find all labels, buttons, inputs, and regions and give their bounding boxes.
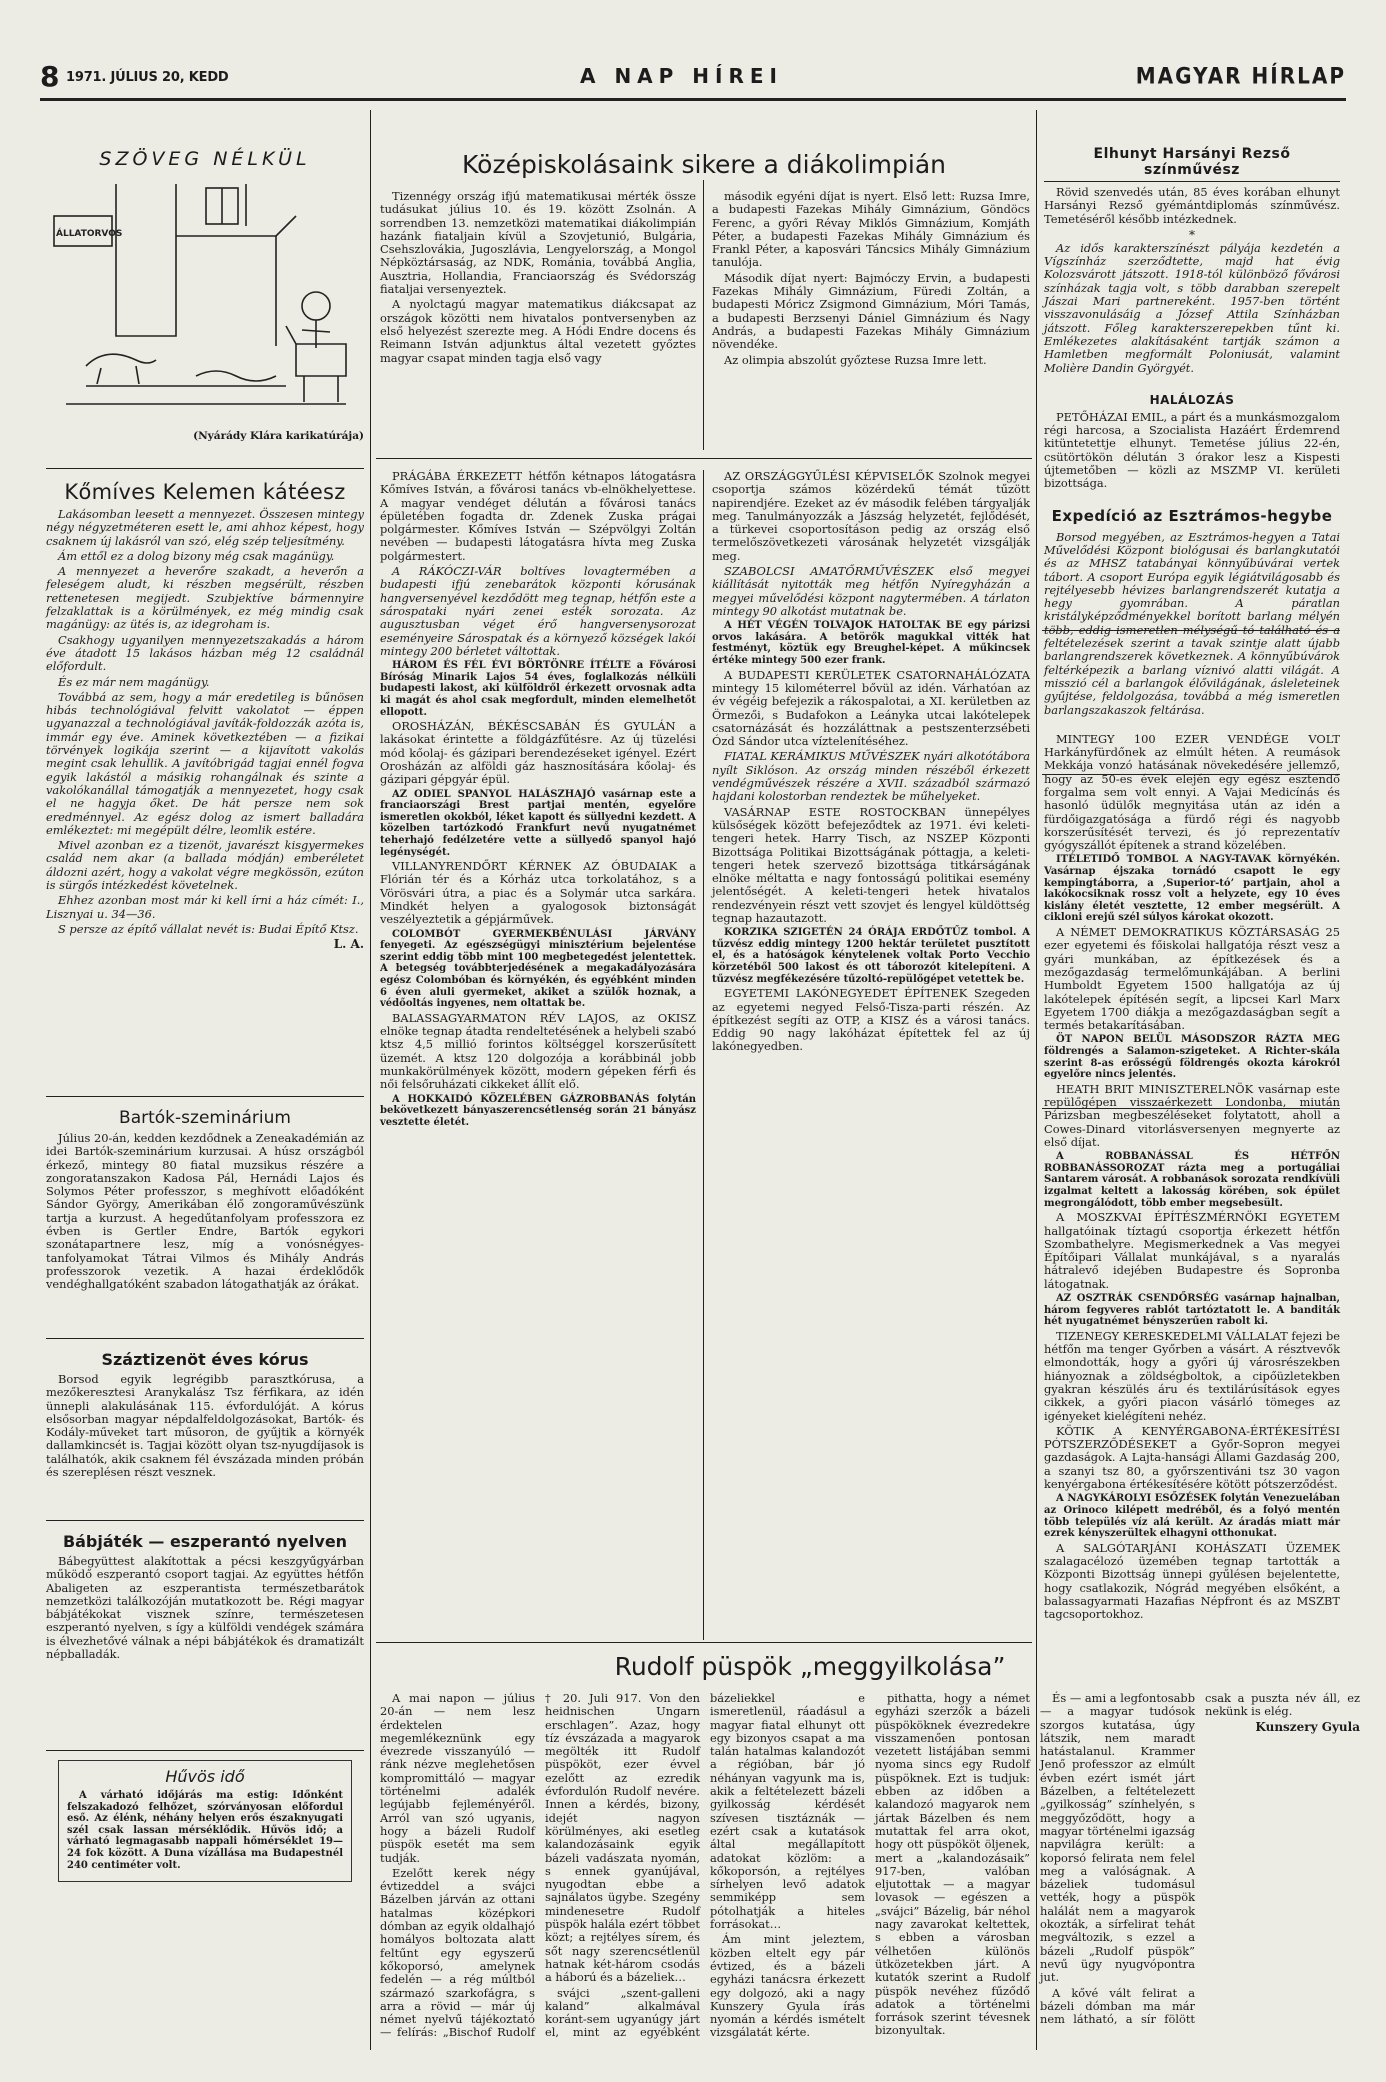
right-news-item: KÖTIK A KENYÉRGABONA-ÉRTÉKESÍTÉSI PÓTSZERZŐDÉSEKET a Győr-Sopron megyei gazdaságok. A Lajta-hansági Állami Gazdaság 200, a szanyi tsz 80, a győrszentiváni tsz 30 vagon kenyérgabona értékesítésére kötött pótszerződést. (1044, 1423, 1340, 1492)
diakolimpia-col2 (712, 190, 1030, 369)
news-item: VILLANYRENDŐRT KÉRNEK AZ ÓBUDAIAK a Flórián tér és a Kórház utca torkolatához, s a Vörösvári útra, a piac és a Solymár utca sarkára. Mindkét helyen a gyalogosok biztonságát veszélyeztetik a gépjárművek. (380, 859, 696, 927)
masthead-rule (40, 98, 1346, 101)
rudolf-top-rule (376, 1642, 1032, 1643)
news-item: PRÁGÁBA ÉRKEZETT hétfőn kétnapos látogatásra Kőmíves István, a fővárosi tanács vb-elnökhelyettese. A magyar vendéget délután a fővárosi tanács épületében fogadta dr. Zdenek Zuska prágai polgármester. Kőmíves István — Szépvölgyi Zoltán nevében — budapesti látogatásra hívta meg Zuska polgármestert. (380, 469, 696, 563)
babjatek-title: Bábjáték — eszperantó nyelven (62, 1532, 348, 1551)
kemives-paragraph: A mennyezet a heverőre szakadt, a heverőn a feleségem aludt, ki részben megsérült, részben rettenetesen megijedt. Szubjektíve bármennyire felzaklattak is a körülmények, ez még mindig csak magánügy: az ütés is, az idegroham is. (46, 564, 364, 632)
news-item: A BUDAPESTI KERÜLETEK CSATORNAHÁLÓZATA mintegy 15 kilométerrel bővül az idén. Várhatóan az év végéig befejezik a rákospalotai, a XI. kerületben az Örmezői, s Budafokon a Leányka utcai lakótelepek csatornázását és hozzáláttnak a pestszenterzsébeti Ózd Sándor utca víztelenítéséhez. (712, 667, 1030, 749)
news-item: BALASSAGYARMATON RÉV LAJOS, az OKISZ elnöke tegnap átadta rendeltetésének a helybeli szabó ktsz 4,5 millió forintos költséggel korszerűsített üzemét. A ktsz 120 dolgozója a korábbinál jobb munkakörülmények között, modern gépeken férfi és női felsőruházati cikkeket állít elő. (380, 1010, 696, 1092)
expedicio-title: Expedíció az Esztrámos-hegybe (1051, 506, 1333, 525)
rudolf-article (380, 1691, 1360, 2050)
news-item: KORZIKA SZIGETÉN 24 ÓRÁJA ERDŐTŰZ tombol. A tűzvész eddig mintegy 1200 hektár területet pusztított el, és a hatóságok kénytelenek voltak Porto Vecchio körzetéből 500 lakost és ott táborozót kitelepíteni. A tűzvész megfékezésére tűzoltó-repülőgépet vetettek be. (712, 927, 1030, 985)
rudolf-paragraph: A mai napon — július 20-án — nem lesz érdektelen megemlékeznünk egy évezrede visszanyúló — ránk nézve meglehetősen kompromittáló — magyar történelmi adalék legújabb fejleményéről. Arról van szó ugyanis, hogy a bázeli Rudolf püspök esetét ma sem tudják. (380, 1691, 535, 1865)
left-rule-3 (46, 1520, 364, 1521)
rudolf-signature: Kunszery Gyula (1255, 1719, 1360, 1734)
masthead-paper-name: MAGYAR HÍRLAP (1135, 62, 1346, 90)
news-column-1 (380, 470, 696, 1635)
diakolimpia-col1 (380, 190, 696, 367)
rudolf-paragraph: A kővé vált felirat a bázeli dómban ma már nem látható, a sír fölött csak a puszta név áll, ez nekünk is elég. (1040, 1691, 1360, 2027)
diakolimpia-title: Középiskolásaink sikere a diákolimpián (462, 150, 946, 179)
bartok-paragraph: Július 20-án, kedden kezdődnek a Zeneakadémián az idei Bartók-szeminárium kurzusai. A húsz országból érkező, mintegy 80 fiatal muzsikus részére a zongoratanszakon Kadosa Pál, Hernádi Lajos és Solymos Péter professzor, s meghívott előadóként Sándor György, Amerikában élő zongoraművészünk tartja a kurzust. A hegedűtanfolyam professzora ez évben is Gertler Endre, Bartók egykori szonátapartnere lesz, míg a vonósnégyes-tanfolyamokat Tátrai Vilmos és Mihály András professzorok vezetik. A hazai érdeklődők vendéghallgatóként szabadon látogathatják az órákat. (46, 1131, 364, 1292)
column-rule-4 (703, 470, 704, 1640)
right-news-item: ÖT NAPON BELÜL MÁSODSZOR RÁZTA MEG földrengés a Salamon-szigeteket. A Richter-skála szerint 8-as erősségű földrengés okozta károkról egyelőre nincs jelentés. (1044, 1034, 1340, 1081)
right-column (1044, 146, 1340, 2050)
kemives-paragraph: Mivel azonban ez a tizenöt, javarészt kisgyermekes család nem akar (a ballada módján) emberéletet áldozni azért, hogy a vakolat végre megkössön, ezúton is sürgős intézkedést követelnek. (46, 838, 364, 893)
kemives-signature: L. A. (333, 937, 364, 952)
left-rule-cartoon (46, 468, 364, 469)
right-news-item: MINTEGY 100 EZER VENDÉGE VOLT Harkányfürdőnek az elmúlt héten. A reumások Mekkája vonzó hatásának növekedésére jellemző, hogy az 50-es évek elején egy egész esztendő forgalma sem volt ennyi. A Vajai Medicínás és hasonló üdülők megnyitása után az idén a fürdőigazgatósága a fürdő régi és nagyobb korszerűsítését tervezi, és jó reprezentatív gyógyszállót építenek a strand közelében. (1044, 731, 1340, 853)
kemives-paragraph: S persze az építő vállalat nevét is: Budai Építő Ktsz. (58, 921, 359, 936)
weather-box (58, 1760, 352, 1882)
cartoon-caption: (Nyárády Klára karikatúrája) (193, 430, 364, 442)
kemives-paragraph: És ez már nem magánügy. (58, 674, 210, 689)
masthead-date: 1971. JÚLIUS 20, KEDD (66, 70, 229, 85)
weather-title: Hűvös idő (165, 1767, 245, 1786)
column-rule-3 (703, 180, 704, 450)
weather-text: A várható időjárás ma estig: Időnként felszakadozó felhőzet, szórványosan előfordul eső. Az élénk, néhány helyen erős északnyugati szél csak lassan mérséklődik. Hűvös idő; a várható legmagasabb nappali hőmérséklet 19—24 fok között. A Duna vízállása ma Budapestnél 240 centiméter volt. (67, 1790, 343, 1871)
right-news-item: A ROBBANÁSSAL ÉS HÉTFŐN ROBBANÁSSOROZAT rázta meg a portugáliai Santarem városát. A robbanások sorozata rendkívüli izgalmat keltett a lakosság körében, sok épület megrongálódott, több ember megsebesült. (1044, 1151, 1340, 1209)
left-rule-4 (46, 1750, 364, 1751)
diakolimpia-paragraph: A nyolctagú magyar matematikus diákcsapat az országok közötti nem hivatalos pontversenyben az első helyezést szerezte meg. A Hódi Endre docens és Reimann István adjunktus által vezetett győztes magyar csapat minden tagja első vagy (380, 297, 696, 365)
column-rule-1 (370, 110, 371, 2050)
rudolf-paragraph: svájci „szent-galleni kaland” alkalmával koránt-sem ugyanúgy járt el, mint az egyébként bázeliekkel e ismeretlenül, ráadásul a magyar fiatal elhunyt ott egy bizonyos csapat a ma talán hatalmas kalandozót a régióban, bár jó néhányan vagyunk ma is, akik a feltételezett bázeli gyilkosság kérdését szívesen tisztáznák — ezért csak a kutatások által megállapított adatokat közlöm: a kőkoporsón, a rejtélyes sírhelyen levő adatok semmiképp sem pótolhatják a hiteles forrásokat… (545, 1691, 865, 2040)
harsanyi-italic: Az idős karakterszínészt pályája kezdetén a Vígszínház szerződtette, majd hat évig Kolozsvárott játszott. 1918-tól különböző fővárosi színházak tagja volt, s több darabban szerepelt Jászai Mari partnereként. 1957-ben történt visszavonulásáig a József Attila Színházban játszott. Főleg karakterszerepekben tűnt ki. Emlékezetes alakításaként tartják számon a Hamletben megformált Poloniusát, valamint Molière Dandin Györgyét. (1044, 240, 1340, 375)
szazt-title: Száztizenöt éves kórus (101, 1350, 309, 1369)
page-number: 8 (40, 60, 60, 93)
rudolf-paragraph: Ezelőtt kerek négy évtizeddel a svájci Bázelben járván az ottani hatalmas középkori dómban az egyik oldalhajó homályos boltozata alatt feltűnt egy egyszerű kőkoporsó, amelynek fedelén — a rég múltból származó szarkofágra, s arra a rövid — már új német nyelvű tájékoztató — felírás: „Bischof Rudolf † 20. Juli 917. Von den heidnischen Ungarn erschlagen”. Azaz, hogy tíz évszázada a magyarok megölték itt Rudolf püspököt, ezer évvel ezelőtt az ezredik évfordulón Rudolf nevére. Innen a kérdés, bizony, idejét nagyon körülményes, aki esetleg kalandozásaink egyik bázeli vadászata nyomán, s ennek gyanújával, nyugodtan ebbe a sajnálatos ügybe. Szegény mindenesetre Rudolf püspök halála ezért többet közt; a rejtélyes sírem, és sőt nagy szerencsétlenül hatnak két-három csodás a háború és a bázeliek… (380, 1691, 700, 2040)
szazt-article (46, 1346, 364, 1481)
news-item: A HÉT VÉGÉN TOLVAJOK HATOLTAK BE egy párizsi orvos lakására. A betörők magukkal vitték hat festményt, köztük egy Breughel-képet. A műkincsek értéke mintegy 500 ezer frank. (712, 620, 1030, 667)
bartok-article (46, 1104, 364, 1294)
diakolimpia-paragraph: Az olimpia abszolút győztese Ruzsa Imre lett. (724, 352, 987, 367)
kemives-paragraph: Lakásomban leesett a mennyezet. Összesen mintegy négy négyzetméteren esett le, ami ahhoz képest, hogy csaknem új lakásról van szó, elég szép teljesítmény. (46, 507, 364, 548)
left-rule-2 (46, 1338, 364, 1339)
right-news-item: HEATH BRIT MINISZTERELNÖK vasárnap este repülőgépen visszaérkezett Londonba, miután Párizsban megbeszéléseket folytatott, aholl a Cowes-Dinard vitorlásversenyen megnyerte az első díjat. (1044, 1081, 1340, 1149)
news-item: AZ ORSZÁGGYŰLÉSI KÉPVISELŐK Szolnok megyei csoportja számos közérdekű témát tűzött napirendjére. Ezeket az év második felében tárgyalják meg. Tanulmányozzák a Jászság helyzetét, fejlődését, a türkevei csoportosításon pedig az ország első termelőszövetkezeti városának helyzetét vizsgálják meg. (712, 469, 1030, 563)
news-item: A RÁKÓCZI-VÁR boltíves lovagtermében a budapesti ifjú zenebarátok központi kórusának hangversenyével kezdődött meg tegnap, hétfőn este a sárospataki nyári zenei esték sorozata. Az augusztusban véget érő hangversenysorozat eseményeire Sárospatak és a környező községek lakói mintegy 200 bérletet váltottak. (380, 564, 696, 658)
news-column-2 (712, 470, 1030, 1635)
right-news-item: ITÉLETIDŐ TOMBOL A NAGY-TAVAK környékén. Vasárnap éjszaka tornádó csapott le egy kempingtáborra, a ‚Superior-tó’ partjain, ahol a lakókocsiknak rossz volt a helyzete, egy 10 éves kislány életét vesztette, 12 ember megsérült. A cikloni erejű szél súlyos károkat okozott. (1044, 854, 1340, 924)
news-item: AZ ODIEL SPANYOL HALÁSZHAJÓ vasárnap este a franciaországi Brest partjai mentén, egyelőre ismeretlen okokból, léket kapott és süllyedni kezdett. A közelben tartózkodó Frankfurt nevű nyugatnémet teherhajó fedélzetére vette a süllyedő spanyol hajó legénységét. (380, 788, 696, 858)
news-item: A HOKKAIDÓ KÖZELÉBEN GÁZROBBANÁS folytán bekövetkezett bányaszerencsétlenség során 21 bányász vesztette életét. (380, 1093, 696, 1128)
cartoon-drawing (46, 176, 364, 426)
right-news-item: AZ OSZTRÁK CSENDŐRSÉG vasárnap hajnalban, három fegyveres rablót tartóztatott le. A banditák hét nyugatnémet bényszerűen rabolt ki. (1044, 1293, 1340, 1328)
bartok-title: Bartók-szeminárium (119, 1108, 291, 1128)
babjatek-article (46, 1528, 364, 1663)
news-item: EGYETEMI LAKÓNEGYEDET ÉPÍTENEK Szegeden az egyetemi negyed Felső-Tisza-parti részén. Az építkezést segíti az OTP, a KISZ és a városi tanács. Eddig 90 nagy lakóházat építettek fel az új lakónegyedben. (712, 986, 1030, 1054)
rudolf-paragraph: Ám mint jeleztem, közben eltelt egy pár évtized, és a bázeli egyházi tanácsra érkezett egy dolgozó, aki a nagy Kunszery Gyula írás nyomán a kérdés ismételt vizsgálatát kérte. (710, 1932, 865, 2040)
cartoon-sign-text: ÁLLATORVOS (56, 229, 123, 239)
news-item: HÁROM ÉS FÉL ÉVI BÖRTÖNRE ÍTÉLTE a Fővárosi Bíróság Minarik Lajos 54 éves, foglalkozás nélküli budapesti lakost, aki külföldről érkezett orvosnak adta ki magát és ahol csak megfordult, minden elemelhetőt ellopott. (380, 660, 696, 718)
masthead (40, 60, 1346, 94)
column-rule-2 (1036, 110, 1037, 2050)
harsanyi-star: * (1189, 227, 1195, 242)
news-item: OROSHÁZÁN, BÉKÉSCSABÁN ÉS GYULÁN a lakásokat érintette a földgázfűtésre. Az új tüzelési mód kőolaj- és gázipari berendezéseket igényel. Ezért Orosházán az alföldi gáz hasznosítására kőolaj- és gázipari gépgyár épül. (380, 719, 696, 787)
rudolf-paragraph: pithatta, hogy a német egyházi szerzők a bázeli püspököknek évezredekre visszamenően pontosan vezetett listájában semmi nyoma sincs egy Rudolf püspöknek. Ezt is tudjuk: ebben az időben a kalandozó magyarok nem jártak Bázelben és nem mutattak fel arra okot, hogy ott püspököt öljenek, mert a „kalandozásaik” 917-ben, valóban eljutottak — a magyar lovasok — egészen a „svájci” Bázelig, bár néhol nagy zavarokat keltettek, s ebben a városban vélhetően különös ütközetekben járt. A kutatók szerint a Rudolf püspök nevéhez fűződő adatok a történelmi források szerint tévesnek bizonyultak. (875, 1691, 1030, 2038)
right-news-item: TIZENEGY KERESKEDELMI VÁLLALAT fejezi be hétfőn ma tenger Győrben a vásárt. A résztvevők elmondották, hogy a győri új városrészekben hiányoznak a zöldségboltok, a cipőüzletekben gyakran készülés áru és textilárúsítások egyes cikkek, a győri piacon vásárló tömeges az igényeket kielégíteni nehéz. (1044, 1328, 1340, 1423)
right-news-item: A MOSZKVAI ÉPÍTÉSZMÉRNÖKI EGYETEM hallgatóinak tíztagú csoportja érkezett hétfőn Szombathelyre. Megismerkednek a Vas megyei Építőipari Vállalat munkájával, s a nyaralás hátralevő idejében Budapestre és Sopronba látogatnak. (1044, 1210, 1340, 1291)
olympia-bottom-rule (376, 458, 1032, 459)
expedicio-paragraph: Borsod megyében, az Esztrámos-hegyen a Tatai Művelődési Központ biológusai és barlangkutatói és az MHSZ tatabányai könnyűbúvárai vertek tábort. A csoport Európa egyik légiátvilágosabb és rejtélyesebb hévizes barlangrendszerét kutatja a hegy gyomrában. A páratlan kristályképződményekkel borított barlang mélyén több, eddig ismeretlen mélységű tó található és a feltételezések szerint a tavak szintje alatt újabb barlangrendszerek következnek. A könnyűbúvárok feltérképezik a barlang víznivó alatti világát. A misszió cél a barlangok élővilágának, ásleleteinek gyűjtése, feldolgozása, továbbá a még ismeretlen barlangszakaszok feltárása. (1044, 529, 1340, 717)
halalozas-title: HALÁLOZÁS (1149, 392, 1235, 407)
kemives-paragraph: Ehhez azonban most már ki kell írni a ház címét: I., Lisznyai u. 34—36. (46, 893, 364, 921)
diakolimpia-paragraph: Második díjat nyert: Bajmóczy Ervin, a budapesti Fazekas Mihály Gimnázium, Füredi Zoltán, a budapesti Móricz Zsigmond Gimnázium, Móri Tamás, a budapesti Berzsenyi Dániel Gimnázium és Nagy András, a budapesti Fazekas Mihály Gimnázium növendéke. (712, 270, 1030, 352)
kemives-paragraph: Továbbá az sem, hogy a már eredetileg is bűnösen hibás technológiával felvitt vakolatot — éppen ugyanazzal a technológiával javíták-foldozzák azóta is, immár egy éve. Aminek következtében — a fizikai törvények logikája szerint — a kijavított vakolás megint csak lehullik. A javítóbrigád tagjai ennél fogva egyik lakástól a másikig rohangálnak és szinte a vakolókanállal támogatják a mennyezetet, hogy csak el ne hagyja őket. De hát persze nem sok eredménnyel. Az egész dolog az ismert balladára emlékeztet: mi megépült délre, leomlik estére. (46, 689, 364, 837)
rudolf-title: Rudolf püspök „meggyilkolása” (614, 1652, 1006, 1681)
babjatek-paragraph: Bábegyüttest alakítottak a pécsi keszgyűgyárban működő eszperantó csoport tagjai. Az együttes hétfőn Abaligeten az eszperantista természetbarátok nemzetközi találkozóján mutatkozott be. Régi magyar bábjátékokat visznek színre, természetesen eszperantó nyelven, s így a külföldi vendégek számára is élvezhetővé válnak a népi bábjátékok és dramatizált népballadák. (46, 1554, 364, 1662)
kemives-paragraph: Ám ettől ez a dolog bizony még csak magánügy. (58, 548, 335, 563)
szazt-paragraph: Borsod egyik legrégibb parasztkórusa, a mezőkeresztesi Aranykalász Tsz férfikara, az idén ünnepli alakulásának 115. évfordulóját. A kórus elsősorban magyar népdalfeldolgozásokat, Bartók- és Kodály-műveket tart műsoron, de gyűjtik a környék dallamkincsét is. Tagjai között olyan tsz-nyugdíjasok is találhatók, akik csaknem fél évszázada minden próbán és szereplésen részt vesznek. (46, 1372, 364, 1480)
right-news-item: A NAGYKÁROLYI ESŐZÉSEK folytán Venezuelában az Orinoco kilépett medréből, és a folyó mentén több település víz alá került. Az áradás miatt már ezrek kényszerültek elhagyni otthonukat. (1044, 1493, 1340, 1540)
rudolf-paragraph: És — ami a legfontosabb — a magyar tudósok szorgos kutatása, úgy látszik, nem maradt hatástalanul. Krammer Jenő professzor az elmúlt évben ezért ismét járt Bázelben, a feltételezett „gyilkosság” színhelyén, s meggyőződött, hogy a magyar történelmi igazság napvilágra került: a koporsó felirata nem felel meg a valóságnak. A bázeliek tudomásul vették, hogy a püspök halálát nem a magyarok okozták, a sírfelirat tehát megváltozik, s ezzel a bázeli „Rudolf püspök” nevű ügy nyugvópontra jut. (1040, 1691, 1195, 1985)
cartoon-section (46, 146, 364, 466)
harsanyi-title: Elhunyt Harsányi Rezső színművész (1044, 146, 1340, 182)
news-item: COLOMBÓT GYERMEKBÉNULÁSI JÁRVÁNY fenyegeti. Az egészségügyi minisztérium bejelentése szerint eddig több mint 100 megbetegedést jelentettek. A betegség továbbterjedésének a megakadályozására egész Colombóban és környékén, és egyébként minden 6 éven aluli gyermeket, akiket a szülők hoznak, a védőoltás ingyenes, nem oltattak be. (380, 928, 696, 1010)
right-news-item: A SALGÓTARJÁNI KOHÁSZATI ÜZEMEK szalagacélozó üzemében tegnap tartották a Központi Bizottság ünnepi gyűlésen bejelentette, hogy csatlakozik, Nógrád megyében elsőként, a balassagyarmati Hazafias Népfront és az MSZBT tagcsoportokhoz. (1044, 1540, 1340, 1622)
news-item: VASÁRNAP ESTE ROSTOCKBAN ünnepélyes külsőségek között befejeződtek az 1971. évi keleti-tengeri hetek. Harry Tisch, az NSZEP Központi Bizottsága Politikai Bizottságának póttagja, a keleti-tengeri hetek szervező bizottsága titkárságának elnöke méltatta e nagy fontosságú politikai esemény jelentőségét. A keleti-tengeri hetek hivatalos rendezvényein részt vett szovjet és lengyel küldöttség tegnap hazautazott. (712, 804, 1030, 925)
news-item: FIATAL KERÁMIKUS MŰVÉSZEK nyári alkotótábora nyílt Siklóson. Az ország minden részéből érkezett vendégművészek részére a XVII. századból származó hajdani kolostorban rendeztek be műhelyeket. (712, 749, 1030, 804)
right-news-item: A NÉMET DEMOKRATIKUS KÖZTÁRSASÁG 25 ezer egyetemi és főiskolai hallgatója részt vesz a gyári munkában, az építkezések és a mezőgazdaság termelőmunkájában. A berlini Humboldt Egyetem 1500 hallgatója az új lakótelepek építésén segít, a lipcsei Karl Marx Egyetem 1700 diákja a mezőgazdaságban segít a termés betakarításában. (1044, 925, 1340, 1033)
news-item: SZABOLCSI AMATŐRMŰVÉSZEK első megyei kiállítását nyitották meg hétfőn Nyíregyházán a megyei művelődési központ nagytermében. A tárlaton mintegy 90 alkotást mutatnak be. (712, 564, 1030, 618)
halalozas-text: PETŐHÁZAI EMIL, a párt és a munkásmozgalom régi harcosa, a Szocialista Hazáért Érdemrend kitüntetettje elhunyt. Temetése július 22-én, csütörtökön délután 3 órakor lesz a Kispesti újtemetőben — közli az MSZMP VI. kerületi bizottsága. (1044, 409, 1340, 491)
kemives-article (46, 476, 364, 954)
diakolimpia-paragraph: Tizennégy ország ifjú matematikusai mérték össze tudásukat július 10. és 19. között Zsolnán. A sorrendben 13. nemzetközi matematikai diákolimpián hazánk fiataljain kívül a Szovjetunió, Bulgária, Csehszlovákia, Jugoszlávia, Lengyelország, a Mongol Népköztársaság, az NDK, Románia, továbbá Anglia, Ausztria, Hollandia, Franciaország és Svédország fiataljai versenyeztek. (380, 189, 696, 297)
diakolimpia-paragraph: második egyéni díjat is nyert. Első lett: Ruzsa Imre, a budapesti Fazekas Mihály Gimnázium, Göndöcs Ferenc, a győri Révay Miklós Gimnázium, Komjáth Péter, a budapesti Fazekas Mihály Gimnázium és Frankl Péter, a kaposvári Táncsics Mihály Gimnázium tanulója. (712, 189, 1030, 270)
left-rule-1 (46, 1096, 364, 1097)
kemives-title: Kőmíves Kelemen kátéesz (64, 480, 346, 504)
kemives-paragraph: Csakhogy ugyanilyen mennyezetszakadás a három éve átadott 15 lakásos házban még 12 családnál előfordult. (46, 632, 364, 674)
masthead-section: A NAP HÍREI (580, 64, 783, 88)
cartoon-title: SZÖVEG NÉLKÜL (99, 148, 311, 170)
harsanyi-paragraph: Rövid szenvedés után, 85 éves korában elhunyt Harsányi Rezső gyémántdiplomás színművész. Temetéséről később intézkednek. (1044, 185, 1340, 226)
